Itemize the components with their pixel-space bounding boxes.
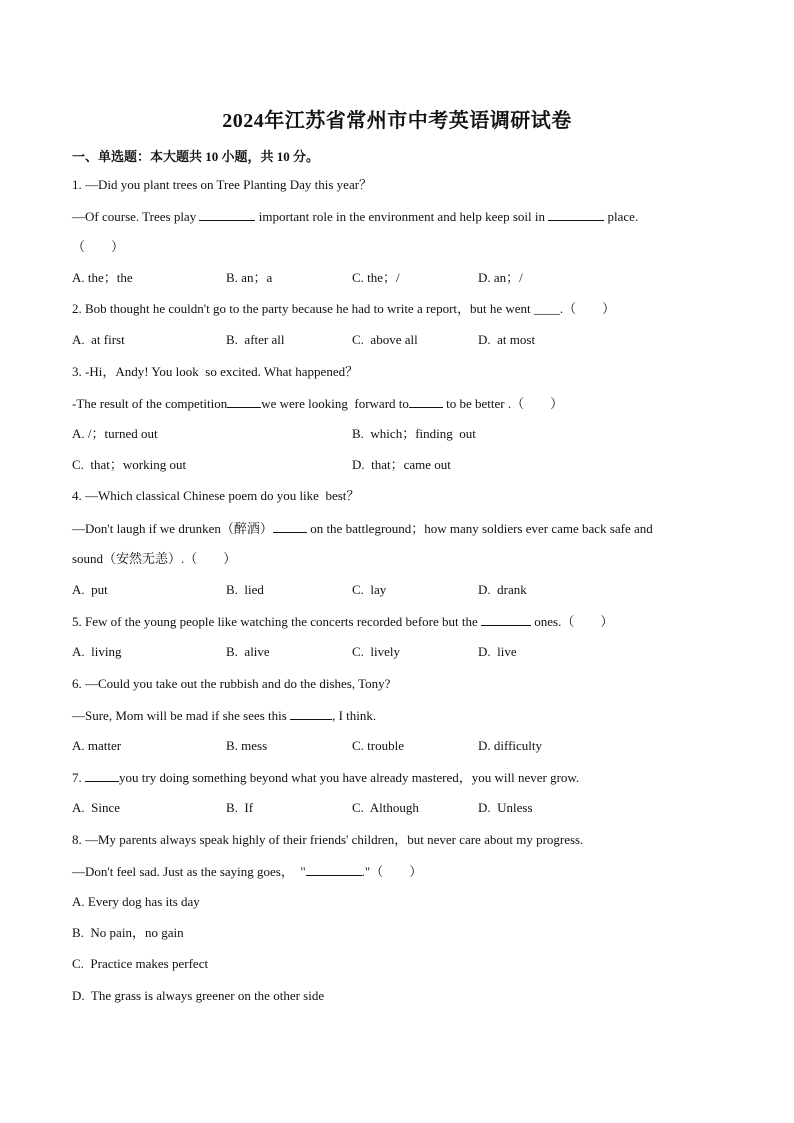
q1-text-b: important role in the environment and help keep soil in (255, 209, 549, 224)
q5-option-a: A. living (72, 644, 122, 659)
q6-text-b: , I think. (332, 708, 377, 723)
q1-option-b: B. an；a (226, 270, 273, 285)
q6-option-d: D. difficulty (478, 738, 543, 753)
q1-option-c: C. the；/ (352, 270, 400, 285)
q7-stem (72, 769, 732, 786)
q3-stem: 3. -Hi，Andy! You look so excited. What happened？ (72, 364, 359, 379)
q3-blank-2 (409, 395, 443, 408)
q6-stem: 6. —Could you take out the rubbish and do the dishes, Tony? (72, 676, 391, 691)
q7-option-b: B. If (226, 800, 254, 815)
q6-option-a: A. matter (72, 738, 122, 753)
q3-text-b: we were looking forward to (261, 396, 409, 411)
q3-blank-1 (227, 395, 261, 408)
q8-option-c: C. Practice makes perfect (72, 956, 209, 971)
q3-reply (72, 395, 732, 412)
q1-stem: 1. —Did you plant trees on Tree Planting Day this year？ (72, 177, 373, 192)
q3-text-c: to be better .（ ） (442, 396, 564, 411)
q1-text-c: place. (604, 209, 639, 224)
q6-option-b: B. mess (226, 738, 268, 753)
page-title: 2024年江苏省常州市中考英语调研试卷 (222, 110, 572, 132)
q2-option-d: D. at most (478, 332, 536, 347)
q4-reply-cont: sound（安然无恙）.（ ） (72, 551, 237, 566)
q6-option-c: C. trouble (352, 738, 404, 753)
q1-text-a: —Of course. Trees play (72, 209, 200, 224)
q4-option-d: D. drank (478, 582, 527, 597)
q1-blank-2 (548, 208, 604, 221)
q3-option-a: A. /；turned out (72, 426, 158, 441)
q2-option-a: A. at first (72, 332, 125, 347)
q8-stem: 8. —My parents always speak highly of their friends' children，but never care about my progress. (72, 832, 584, 847)
q2-option-b: B. after all (226, 332, 285, 347)
q7-option-a: A. Since (72, 800, 121, 815)
q5-text-a: 5. Few of the young people like watching the concerts recorded before but the (72, 614, 481, 629)
q8-text-b: ."（ ） (361, 864, 423, 879)
q8-blank (306, 863, 362, 876)
q1-option-a: A. the；the (72, 270, 133, 285)
q5-option-d: D. live (478, 644, 517, 659)
q7-blank (85, 769, 119, 782)
q5-stem (72, 613, 732, 630)
q6-text-a: —Sure, Mom will be mad if she sees this (72, 708, 291, 723)
q8-option-a: A. Every dog has its day (72, 894, 200, 909)
q4-option-a: A. put (72, 582, 108, 597)
q7-option-c: C. Although (352, 800, 419, 815)
q4-text-b: on the battleground；how many soldiers ever came back safe and (306, 521, 653, 536)
q5-blank (481, 613, 531, 626)
q4-text-a: —Don't laugh if we drunken（醉酒） (72, 521, 273, 536)
q4-blank (273, 520, 307, 533)
q1-reply (72, 208, 732, 225)
q8-option-d: D. The grass is always greener on the other side (72, 988, 325, 1003)
q6-blank (290, 707, 332, 720)
q8-option-b: B. No pain，no gain (72, 925, 184, 940)
q1-answer-bracket: （ ） (72, 239, 125, 254)
q6-reply (72, 707, 732, 724)
q5-option-c: C. lively (352, 644, 401, 659)
section-heading: 一、单选题：本大题共 10 小题，共 10 分。 (72, 149, 320, 164)
q3-option-d: D. that；came out (352, 457, 451, 472)
q1-option-d: D. an；/ (478, 270, 523, 285)
q4-option-b: B. lied (226, 582, 264, 597)
q4-option-c: C. lay (352, 582, 387, 597)
q3-option-b: B. which；finding out (352, 426, 476, 441)
q1-blank-1 (199, 208, 255, 221)
q4-stem: 4. —Which classical Chinese poem do you like best？ (72, 488, 360, 503)
q4-reply (72, 520, 732, 537)
q3-text-a: -The result of the competition (72, 396, 228, 411)
q7-option-d: D. Unless (478, 800, 533, 815)
q3-option-c: C. that；working out (72, 457, 187, 472)
q5-option-b: B. alive (226, 644, 270, 659)
q2-option-c: C. above all (352, 332, 418, 347)
q8-reply (72, 863, 732, 880)
q2-stem: 2. Bob thought he couldn't go to the party because he had to write a report，but he went ____.（ ） (72, 301, 616, 316)
q5-text-b: ones.（ ） (531, 614, 614, 629)
q7-text-a: 7. (72, 770, 85, 785)
q8-text-a: —Don't feel sad. Just as the saying goes， " (72, 864, 306, 879)
q7-text-b: you try doing something beyond what you have already mastered，you will never grow. (119, 770, 580, 785)
